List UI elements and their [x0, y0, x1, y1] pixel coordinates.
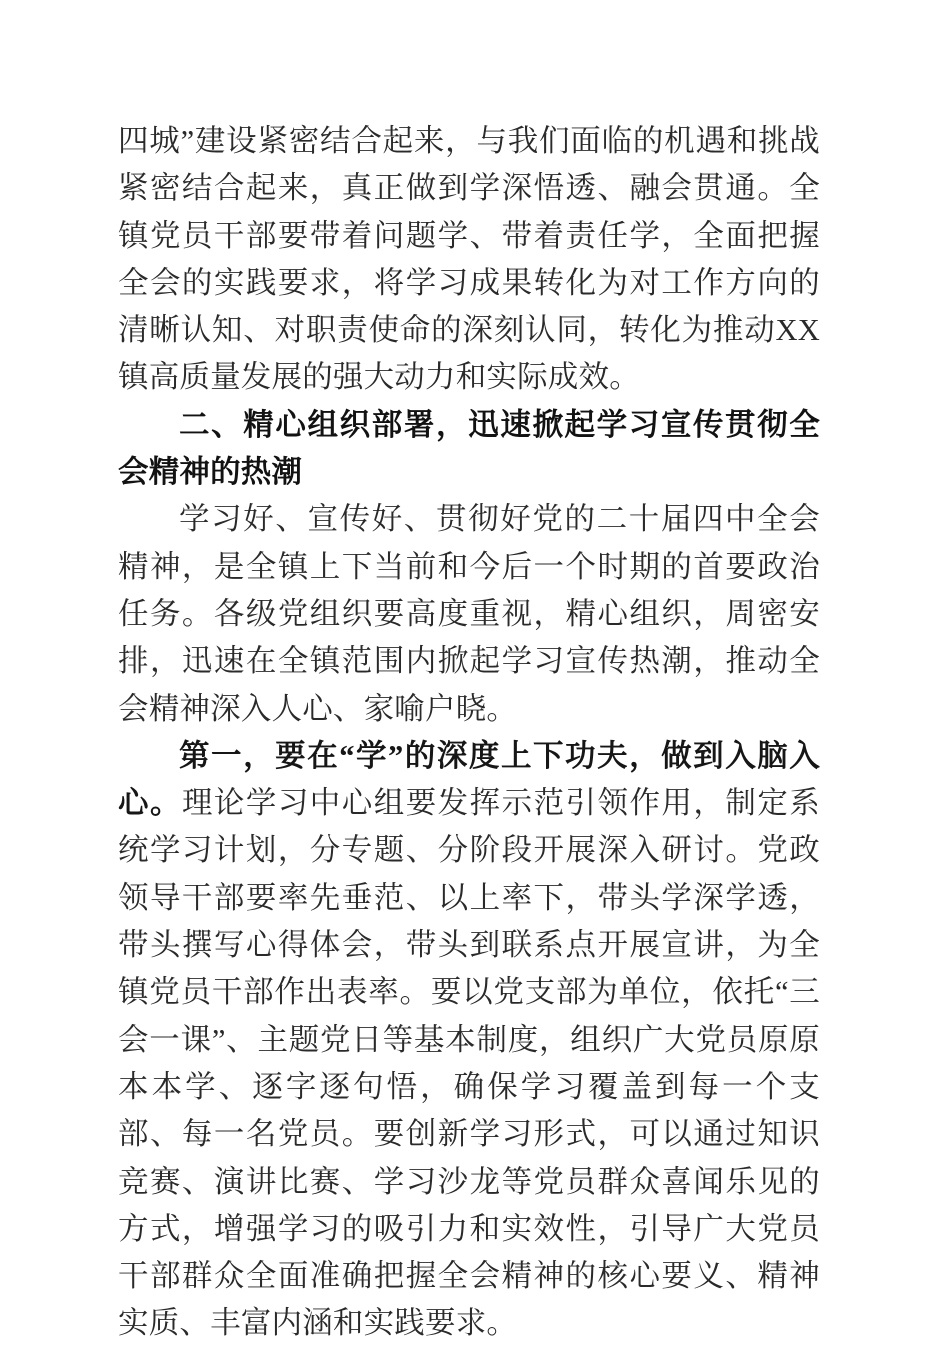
continuation-paragraph: 四城”建设紧密结合起来，与我们面临的机遇和挑战紧密结合起来，真正做到学深悟透、融会贯通。全镇党员干部要带着问题学、带着责任学，全面把握全会的实践要求，将学习成果转化为对工作方向的清晰认知、对职责使命的深刻认同，转化为推动XX镇高质量发展的强大动力和实际成效。: [118, 124, 820, 395]
section-two-intro-paragraph: 学习好、宣传好、贯彻好党的二十届四中全会精神，是全镇上下当前和今后一个时期的首要政治任务。各级党组织要高度重视，精心组织，周密安排，迅速在全镇范围内掀起学习宣传热潮，推动全会精神深入人心、家喻户晓。: [118, 502, 820, 726]
point-one-lead-in: 第一，要在“学”的深度上下功夫，做到入脑入心。: [118, 738, 820, 821]
section-heading-two: 二、精心组织部署，迅速掀起学习宣传贯彻全会精神的热潮: [118, 407, 820, 490]
point-one-body: 理论学习中心组要发挥示范引领作用，制定系统学习计划，分专题、分阶段开展深入研讨。党政领导干部要率先垂范、以上率下，带头学深学透，带头撰写心得体会，带头到联系点开展宣讲，为全镇党员干部作出表率。要以党支部为单位，依托“三会一课”、主题党日等基本制度，组织广大党员原原本本学、逐字逐句悟，确保学习覆盖到每一个支部、每一名党员。要创新学习形式，可以通过知识竞赛、演讲比赛、学习沙龙等党员群众喜闻乐见的方式，增强学习的吸引力和实效性，引导广大党员干部群众全面准确把握全会精神的核心要义、精神实质、丰富内涵和实践要求。: [118, 786, 820, 1341]
point-one-paragraph: [118, 733, 820, 1348]
document-body: [118, 118, 820, 1348]
